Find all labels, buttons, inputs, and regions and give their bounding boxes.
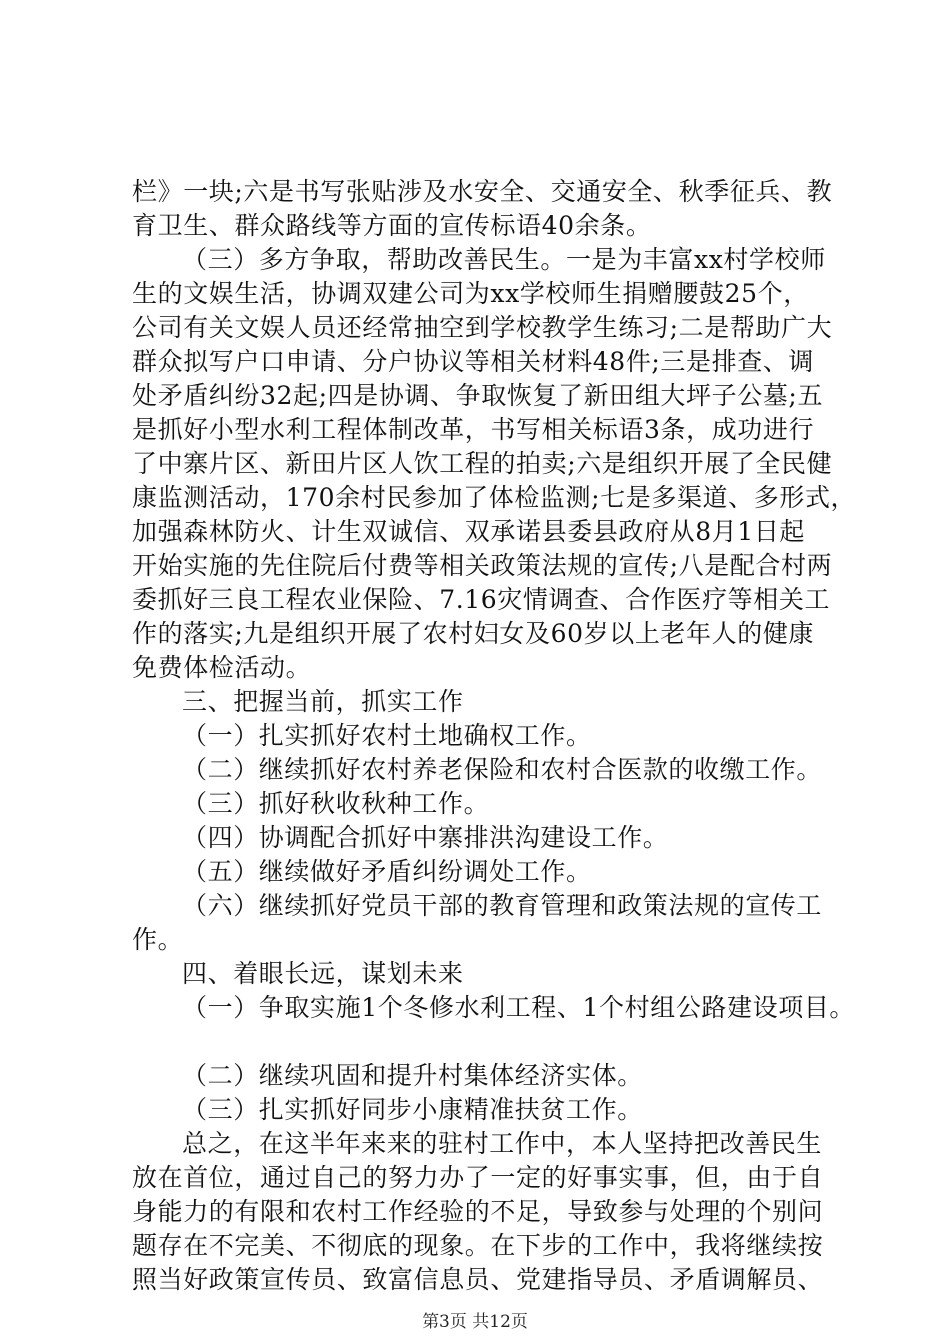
text-line: 委抓好三良工程农业保险、7.16灾情调查、合作医疗等相关工 bbox=[132, 585, 831, 614]
list-item: （二）继续抓好农村养老保险和农村合医款的收缴工作。 bbox=[182, 755, 823, 784]
text-line: 育卫生、群众路线等方面的宣传标语40余条。 bbox=[132, 211, 652, 240]
list-item: （六）继续抓好党员干部的教育管理和政策法规的宣传工 bbox=[182, 891, 823, 920]
list-item: （五）继续做好矛盾纠纷调处工作。 bbox=[182, 857, 592, 886]
list-item: （二）继续巩固和提升村集体经济实体。 bbox=[182, 1061, 643, 1090]
text-line: 身能力的有限和农村工作经验的不足，导致参与处理的个别问 bbox=[132, 1197, 824, 1226]
text-line: 作。 bbox=[132, 925, 184, 954]
text-line: 处矛盾纠纷32起;四是协调、争取恢复了新田组大坪子公墓;五 bbox=[132, 381, 824, 410]
text-line: 作的落实;九是组织开展了农村妇女及60岁以上老年人的健康 bbox=[132, 619, 815, 648]
section-heading: 三、把握当前，抓实工作 bbox=[182, 687, 464, 716]
text-line: 是抓好小型水利工程体制改革，书写相关标语3条，成功进行 bbox=[132, 415, 815, 444]
list-item: （一）扎实抓好农村土地确权工作。 bbox=[182, 721, 592, 750]
text-line: 放在首位，通过自己的努力办了一定的好事实事，但，由于自 bbox=[132, 1163, 824, 1192]
text-line: 栏》一块;六是书写张贴涉及水安全、交通安全、秋季征兵、教 bbox=[132, 177, 833, 206]
page-number: 第3页 共12页 bbox=[422, 1312, 528, 1332]
text-line: 加强森林防火、计生双诚信、双承诺县委县政府从8月1日起 bbox=[132, 517, 806, 546]
text-line: 总之，在这半年来来的驻村工作中，本人坚持把改善民生 bbox=[182, 1129, 823, 1158]
list-item: （四）协调配合抓好中寨排洪沟建设工作。 bbox=[182, 823, 669, 852]
text-line: 群众拟写户口申请、分户协议等相关材料48件;三是排查、调 bbox=[132, 347, 815, 376]
text-line: 康监测活动，170余村民参加了体检监测;七是多渠道、多形式， bbox=[132, 483, 857, 512]
section-heading: 四、着眼长远，谋划未来 bbox=[182, 959, 464, 988]
text-line: 开始实施的先住院后付费等相关政策法规的宣传;八是配合村两 bbox=[132, 551, 833, 580]
text-line: 了中寨片区、新田片区人饮工程的拍卖;六是组织开展了全民健 bbox=[132, 449, 833, 478]
list-item: （一）争取实施1个冬修水利工程、1个村组公路建设项目。 bbox=[182, 993, 856, 1022]
list-item: （三）扎实抓好同步小康精准扶贫工作。 bbox=[182, 1095, 643, 1124]
text-line: 公司有关文娱人员还经常抽空到学校教学生练习;二是帮助广大 bbox=[132, 313, 833, 342]
text-line: 照当好政策宣传员、致富信息员、党建指导员、矛盾调解员、 bbox=[132, 1265, 824, 1294]
text-line: 生的文娱生活，协调双建公司为xx学校师生捐赠腰鼓25个， bbox=[132, 279, 809, 308]
text-line: 题存在不完美、不彻底的现象。在下步的工作中，我将继续按 bbox=[132, 1231, 824, 1260]
text-line: 免费体检活动。 bbox=[132, 653, 312, 682]
list-item: （三）抓好秋收秋种工作。 bbox=[182, 789, 490, 818]
text-line: （三）多方争取，帮助改善民生。一是为丰富xx村学校师 bbox=[182, 245, 826, 274]
